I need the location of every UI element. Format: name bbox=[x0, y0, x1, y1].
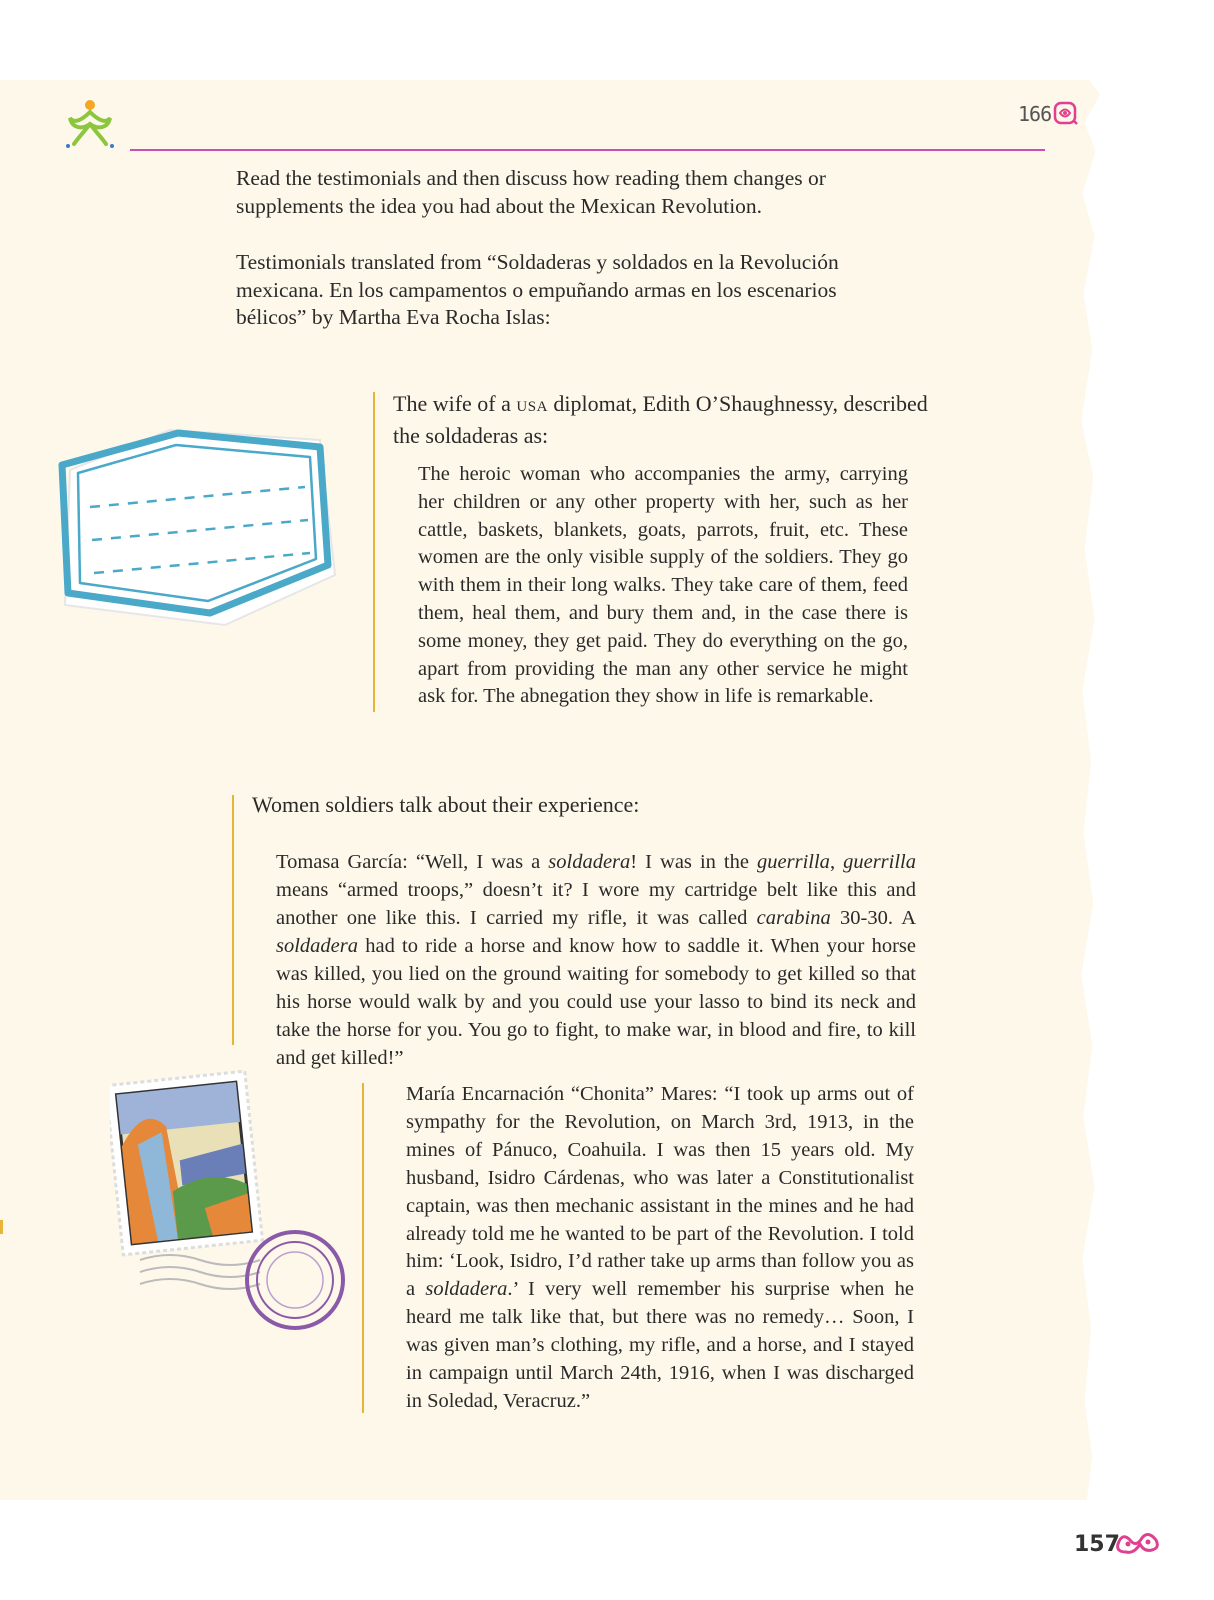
note-card-illustration bbox=[50, 425, 340, 630]
edge-mark bbox=[0, 1220, 3, 1234]
footer-page-number: 157 bbox=[1074, 1532, 1120, 1557]
header-rule bbox=[130, 149, 1045, 151]
quote-bar bbox=[373, 392, 375, 712]
quote-bar bbox=[232, 795, 234, 1045]
block2-heading: Women soldiers talk about their experience: bbox=[252, 792, 640, 817]
block3-quote: María Encarnación “Chonita” Mares: “I took up arms out of sympathy for the Revolution, on March 3rd, 1913, in the mines of Pánuco, Coahuila. I was then 15 years old. My husband, Isidro Cárdenas, who was later a Constitutionalist captain, was then mechanic assistant in the mines and he had already told me he wanted to be part of the Revolution. I told him: ‘Look, Isidro, I’d rather take up arms than follow you as a soldadera.’ I very well remember his surprise when he heard me talk like that, but there was no remedy… Soon, I was given man’s clothing, my rifle, and a horse, and I stayed in campaign until March 24th, 1916, when I was discharged in Soledad, Veracruz.” bbox=[406, 1083, 914, 1412]
header-page-number: 166 bbox=[1018, 102, 1052, 126]
intro-source: Testimonials translated from “Soldaderas y soldados en la Revolución mexicana. En los campamentos o empuñando armas en los escenarios bélicos” by Martha Eva Rocha Islas: bbox=[236, 250, 839, 329]
sprout-logo-icon bbox=[62, 98, 118, 154]
quote-bar bbox=[362, 1083, 364, 1413]
pink-ornament-icon bbox=[1114, 1530, 1160, 1556]
intro-instruction: Read the testimonials and then discuss how reading them changes or supplements the idea you had about the Mexican Revolution. bbox=[236, 166, 826, 218]
block1-quote: The heroic woman who accompanies the army, carrying her children or any other property with her, such as her cattle, baskets, blankets, goats, parrots, fruit, etc. These women are the only visible supply of the soldiers. They go with them in their long walks. They take care of them, feed them, heal them, and bury them and, in the case there is some money, they get paid. They do everything on the go, apart from providing the man any other service he might ask for. The abnegation they show in life is remarkable. bbox=[418, 463, 908, 708]
pink-glyph-icon bbox=[1052, 100, 1078, 126]
postage-stamp-illustration bbox=[110, 1070, 350, 1340]
block2-quote: Tomasa García: “Well, I was a soldadera! I was in the guerrilla, guerrilla means “armed troops,” doesn’t it? I wore my cartridge belt like this and another one like this. I carried my rifle, it was called carabina 30-30. A soldadera had to ride a horse and know how to saddle it. When your horse was killed, you lied on the ground waiting for somebody to get killed so that his horse would walk by and you could use your lasso to bind its neck and take the horse for you. You go to fight, to make war, in blood and fire, to kill and get killed!” bbox=[276, 851, 917, 1069]
block1-heading: The wife of a USA diplomat, Edith O’Shaughnessy, described the soldaderas as: bbox=[393, 391, 928, 448]
